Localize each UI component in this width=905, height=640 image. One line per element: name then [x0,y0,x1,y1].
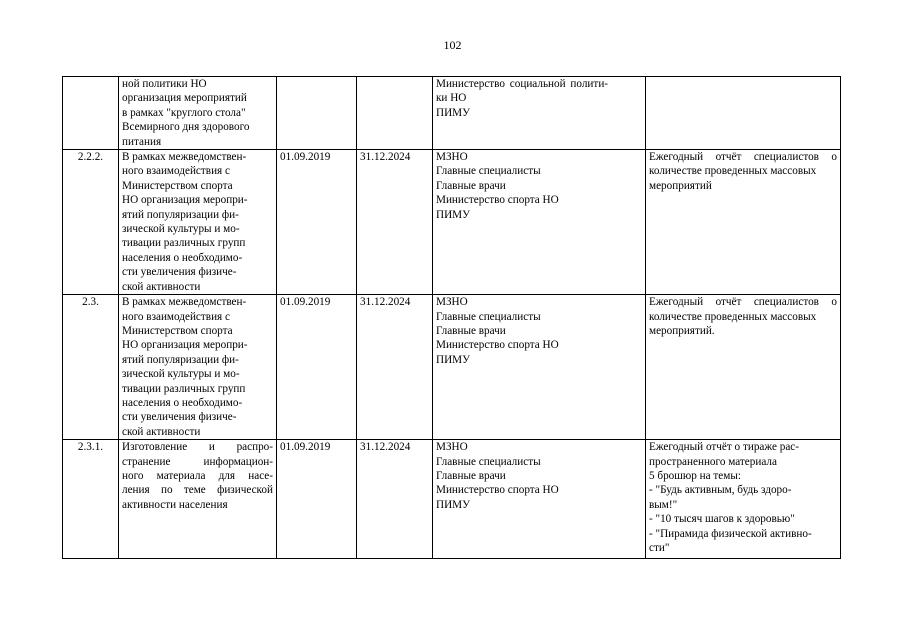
activity-cell [119,295,277,440]
result-cell [646,77,841,150]
executor-line: Министерство спорта НО [436,194,559,207]
executor-line: ПИМУ [436,353,471,366]
result-line: Ежегодный отчёт о тираже рас- [649,441,799,454]
executor-line: Главные врачи [436,179,506,192]
activity-line: ской активности [122,425,201,438]
item-number: 2.3. [82,296,99,309]
activity-line: странение информацион- [122,455,273,468]
activity-line: ятий популяризации фи- [122,353,239,366]
page-number: 102 [443,38,462,52]
result-line: мероприятий. [649,324,715,337]
executor-line: МЗНО [436,151,468,164]
item-number-cell [63,150,119,295]
executor-line: Министерство социальной полити- [436,78,609,90]
activity-line: зической культуры и мо- [122,368,240,381]
activity-line: В рамках межведомствен- [122,151,247,164]
result-line: - "Пирамида физической активно- [649,527,812,540]
result-line: - "10 тысяч шагов к здоровью" [649,513,795,526]
executor-line: ки НО [436,92,467,105]
activity-line: Министерством спорта [122,324,233,337]
result-line: сти" [649,542,670,554]
start-date-cell [277,440,357,559]
table-row [63,77,841,150]
executors-cell [433,440,646,559]
activity-line: Изготовление и распро- [122,441,273,454]
activity-line: тивации различных групп [122,382,246,395]
activity-line: НО организация меропри- [122,194,248,207]
activity-line: в рамках "круглого стола" [122,106,246,119]
start-date: 01.09.2019 [280,441,331,454]
result-line: Ежегодный отчёт специалистов о [649,296,837,309]
activity-line: ного взаимодействия с [122,310,230,323]
activity-line: В рамках межведомствен- [122,296,247,309]
activity-line: населения о необходимо- [122,251,243,264]
activity-line: Министерством спорта [122,179,233,192]
executor-line: ПИМУ [436,498,471,511]
start-date-cell [277,295,357,440]
result-line: пространенного материала [649,455,777,468]
result-line: - "Будь активным, будь здоро- [649,484,792,497]
executor-line: Министерство спорта НО [436,339,559,352]
activity-line: ного материала для насе- [122,469,273,482]
item-number: 2.2.2. [77,151,104,164]
activity-line: сти увеличения физиче- [122,266,237,279]
activity-line: ской активности [122,280,201,293]
activity-line: ления по теме физической [122,484,273,497]
executor-line: Министерство спорта НО [436,484,559,497]
activity-line: питания [122,135,162,148]
end-date-cell [357,440,433,559]
executor-line: МЗНО [436,296,468,309]
item-number-cell [63,295,119,440]
executor-line: Главные специалисты [436,310,541,323]
activity-line: населения о необходимо- [122,396,243,409]
executors-cell [433,77,646,150]
item-number-cell [63,77,119,150]
activity-line: тивации различных групп [122,237,246,250]
end-date-cell [357,77,433,150]
table-row [63,295,841,440]
table-row [63,150,841,295]
table-row [63,440,841,559]
activity-cell [119,150,277,295]
result-line: Ежегодный отчёт специалистов о [649,151,837,164]
result-cell [646,150,841,295]
activity-line: активности населения [122,498,228,511]
executor-line: ПИМУ [436,106,471,119]
result-line: количестве проведенных массовых [649,165,817,178]
activity-line: организация мероприятий [122,92,247,105]
result-cell [646,295,841,440]
start-date-cell [277,77,357,150]
activity-line: сти увеличения физиче- [122,411,237,424]
result-line: количестве проведенных массовых [649,310,817,323]
start-date-cell [277,150,357,295]
end-date-cell [357,150,433,295]
result-line: вым!" [649,498,678,511]
executor-line: Главные специалисты [436,455,541,468]
end-date: 31.12.2024 [360,296,411,309]
end-date: 31.12.2024 [360,151,411,164]
activity-line: Всемирного дня здорового [122,121,250,134]
executors-cell [433,150,646,295]
result-line: 5 брошюр на темы: [649,469,741,482]
activity-line: ной политики НО [122,78,207,90]
activity-cell [119,77,277,150]
executor-line: Главные специалисты [436,165,541,178]
activity-line: НО организация меропри- [122,339,248,352]
activity-line: ятий популяризации фи- [122,208,239,221]
executor-line: Главные врачи [436,469,506,482]
end-date: 31.12.2024 [360,441,411,454]
end-date-cell [357,295,433,440]
executors-cell [433,295,646,440]
item-number-cell [63,440,119,559]
executor-line: Главные врачи [436,324,506,337]
result-cell [646,440,841,559]
start-date: 01.09.2019 [280,296,331,309]
start-date: 01.09.2019 [280,151,331,164]
result-line: мероприятий [649,179,712,192]
activity-line: зической культуры и мо- [122,223,240,236]
executor-line: МЗНО [436,441,468,454]
item-number: 2.3.1. [77,441,104,454]
action-plan-table [62,76,841,559]
activity-line: ного взаимодействия с [122,165,230,178]
table-body [63,77,841,559]
activity-cell [119,440,277,559]
executor-line: ПИМУ [436,208,471,221]
